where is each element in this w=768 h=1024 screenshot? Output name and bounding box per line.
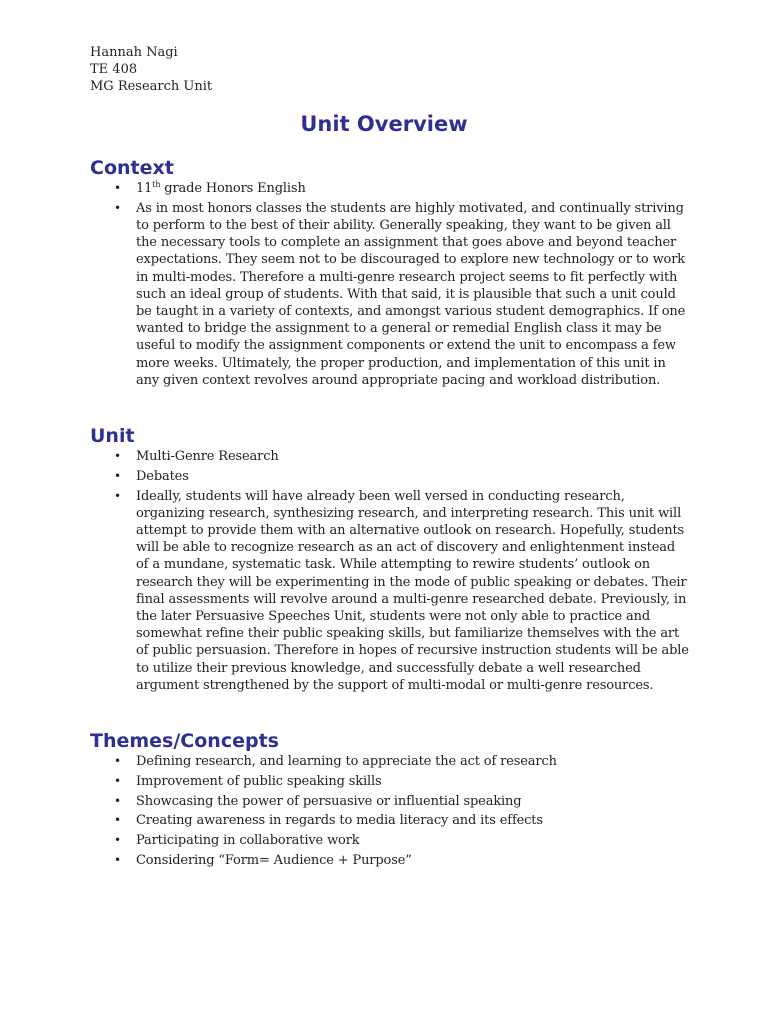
section-heading: Context	[90, 157, 174, 179]
section-heading: Themes/Concepts	[90, 730, 279, 752]
list-item-text: Multi-Genre Research	[136, 449, 279, 464]
section-context	[90, 156, 690, 392]
unit-name: MG Research Unit	[90, 79, 213, 94]
list-item-text: Debates	[136, 468, 189, 484]
bullet-icon: •	[114, 488, 121, 503]
section-heading: Unit	[90, 425, 135, 447]
list-item	[90, 832, 690, 849]
list-item-text: Creating awareness in regards to media literacy and its effects	[136, 813, 543, 829]
section-themes-concepts	[90, 729, 690, 872]
bullet-icon: •	[114, 793, 121, 808]
ordinal-suffix: th	[152, 180, 161, 189]
list-item-text	[136, 180, 690, 197]
bullet-icon: •	[114, 773, 121, 788]
section-unit	[90, 424, 690, 697]
list-item-text: Defining research, and learning to appreciate the act of research	[136, 754, 557, 769]
list-item	[90, 180, 690, 197]
list-item-text: Ideally, students will have already been well versed in conducting research, organizing research, synthesizing research, and interpreting research. This unit will attempt to provide them with an alternative outlook on research. Hopefully, students will be able to recognize research as an act of discovery and enlightenment instead of a mundane, systematic task. While attempting to rewire students’ outlook on research they will be experimenting in the mode of public speaking or debates. Their final assessments will revolve around a multi-genre researched debate. Previously, in the later Persuasive Speeches Unit, students were not only able to practice and somewhat refine their public speaking skills, but familiarize themselves with the art of public persuasion. Therefore in hopes of recursive instruction students will be able to utilize their previous knowledge, and successfully debate a well researched argument strengthened by the support of multi-modal or multi-genre resources.	[136, 488, 689, 693]
list-item	[90, 793, 690, 810]
page-title: Unit Overview	[300, 112, 468, 136]
list-item-text: Participating in collaborative work	[136, 833, 360, 849]
bullet-icon: •	[114, 833, 121, 848]
bullet-icon: •	[114, 200, 121, 215]
bullet-list	[90, 448, 690, 694]
list-item-text: Improvement of public speaking skills	[136, 773, 382, 789]
bullet-list	[90, 180, 690, 389]
list-item-text: As in most honors classes the students are highly motivated, and continually striving to perform to the best of their ability. Generally speaking, they want to be given all the necessary tools to complete an assignment that goes above and beyond teacher expectations. They seem not to be discouraged to explore new technology or to work in multi-modes. Therefore a multi-genre research project seems to fit perfectly with such an ideal group of students. With that said, it is plausible that such a unit could be taught in a variety of contexts, and amongst various student demographics. If one wanted to bridge the assignment to a general or remedial English class it may be useful to modify the assignment components or extend the unit to encompass a few more weeks. Ultimately, the proper production, and implementation of this unit in any given context revolves around appropriate pacing and workload distribution.	[136, 200, 686, 388]
bullet-icon: •	[114, 468, 121, 483]
list-item	[90, 468, 690, 485]
grade-number: 11	[136, 181, 153, 196]
course-code: TE 408	[90, 62, 138, 77]
list-item	[90, 488, 690, 694]
bullet-icon: •	[114, 813, 121, 828]
bullet-icon: •	[114, 181, 121, 195]
list-item	[90, 852, 690, 869]
list-item	[90, 753, 690, 770]
bullet-icon: •	[114, 449, 121, 463]
author-name: Hannah Nagi	[90, 45, 178, 60]
list-item	[90, 773, 690, 790]
bullet-icon: •	[114, 852, 121, 867]
list-item	[90, 812, 690, 829]
list-item-text: Showcasing the power of persuasive or influential speaking	[136, 793, 522, 809]
list-item	[90, 200, 690, 389]
bullet-list	[90, 753, 690, 869]
list-item	[90, 448, 690, 465]
bullet-icon: •	[114, 754, 121, 768]
list-item-text: Considering “Form= Audience + Purpose”	[136, 852, 412, 868]
grade-label: grade Honors English	[160, 181, 306, 196]
author-header	[90, 44, 212, 95]
